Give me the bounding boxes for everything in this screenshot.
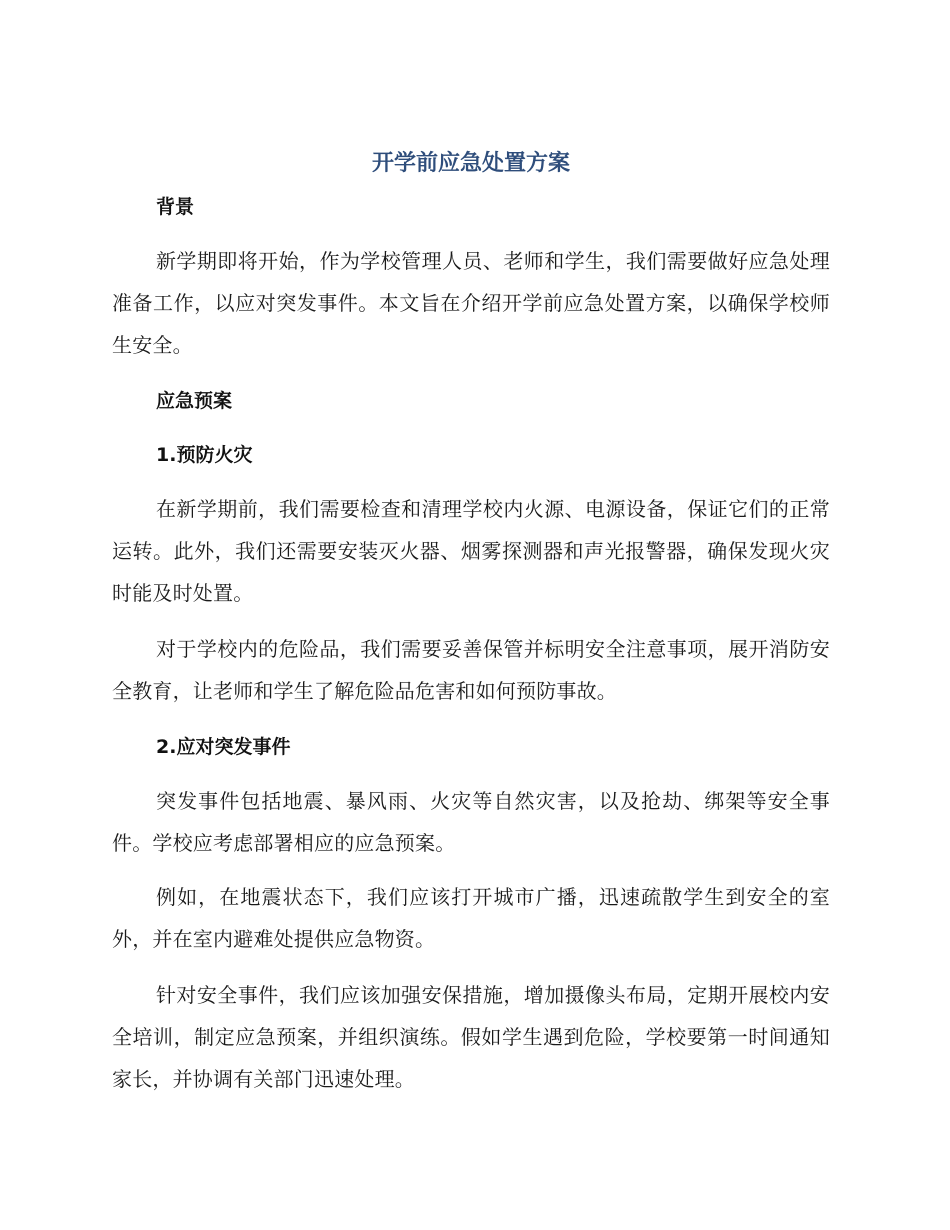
document-title: 开学前应急处置方案 — [371, 151, 570, 176]
section-heading-background: 背景 — [156, 196, 195, 218]
paragraph-fire-2: 对于学校内的危险品，我们需要妥善保管并标明安全注意事项，展开消防安全教育，让老师和学生了解危险品危害和如何预防事故。 — [112, 637, 830, 703]
paragraph-emergency-2: 例如，在地震状态下，我们应该打开城市广播，迅速疏散学生到安全的室外，并在室内避难处提供应急物资。 — [112, 885, 830, 951]
paragraph-emergency-3: 针对安全事件，我们应该加强安保措施，增加摄像头布局，定期开展校内安全培训，制定应急预案，并组织演练。假如学生遇到危险，学校要第一时间通知家长，并协调有关部门迅速处理。 — [112, 983, 830, 1091]
paragraph-background: 新学期即将开始，作为学校管理人员、老师和学生，我们需要做好应急处理准备工作，以应对突发事件。本文旨在介绍开学前应急处置方案，以确保学校师生安全。 — [112, 249, 830, 357]
section-heading-emergency-plan: 应急预案 — [156, 390, 233, 412]
section-heading-fire-prevention: 1.预防火灾 — [156, 444, 253, 466]
section-heading-emergencies: 2.应对突发事件 — [156, 736, 291, 758]
paragraph-emergency-1: 突发事件包括地震、暴风雨、火灾等自然灾害，以及抢劫、绑架等安全事件。学校应考虑部署相应的应急预案。 — [112, 789, 830, 855]
paragraph-fire-1: 在新学期前，我们需要检查和清理学校内火源、电源设备，保证它们的正常运转。此外，我们还需要安装灭火器、烟雾探测器和声光报警器，确保发现火灾时能及时处置。 — [112, 497, 830, 605]
